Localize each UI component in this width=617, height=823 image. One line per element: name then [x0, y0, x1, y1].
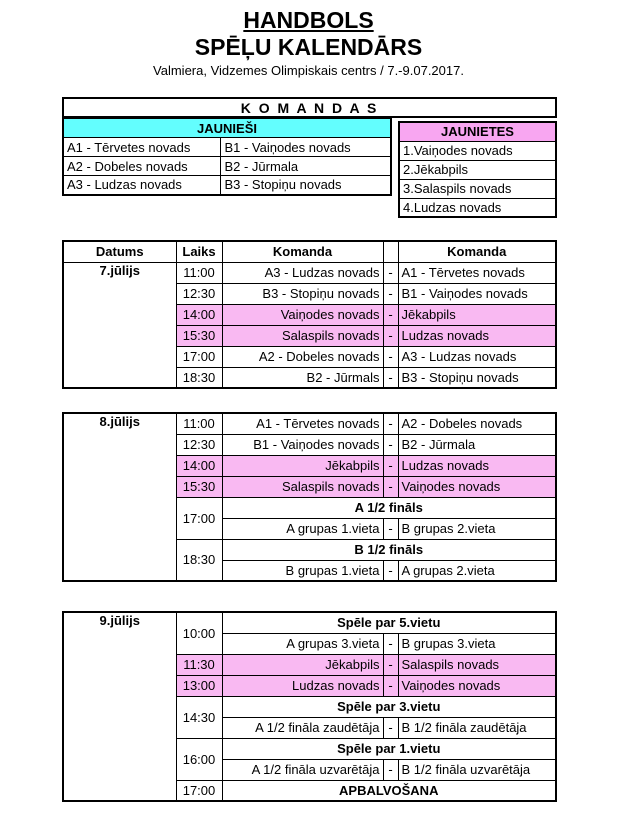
vs-dash: -	[383, 518, 398, 539]
team-cell: B3 - Stopiņu novads	[221, 176, 391, 195]
time-cell: 11:00	[176, 262, 222, 283]
match-title-cell: Spēle par 1.vietu	[222, 738, 556, 759]
vs-dash: -	[383, 759, 398, 780]
table-row	[63, 612, 556, 633]
home-team-cell: Ludzas novads	[222, 675, 383, 696]
vs-dash: -	[383, 304, 398, 325]
date-cell: 8.jūlijs	[63, 413, 176, 581]
table-row	[63, 157, 391, 176]
table-row	[63, 138, 391, 157]
header-dash-cell	[383, 241, 398, 262]
away-team-cell: Vaiņodes novads	[398, 675, 556, 696]
time-cell: 15:30	[176, 476, 222, 497]
team-cell: B2 - Jūrmala	[221, 157, 391, 176]
page-subtitle-line: SPĒĻU KALENDĀRS	[194, 34, 423, 60]
schedule-table-day1	[62, 240, 557, 389]
home-team-cell: Jēkabpils	[222, 455, 383, 476]
home-team-cell: A grupas 3.vieta	[222, 633, 383, 654]
schedule-table-day2	[62, 412, 557, 582]
teams-section	[62, 97, 557, 218]
header-komanda-home: Komanda	[222, 241, 383, 262]
vs-dash: -	[383, 346, 398, 367]
away-team-cell: B 1/2 fināla zaudētāja	[398, 717, 556, 738]
home-team-cell: Salaspils novads	[222, 476, 383, 497]
home-team-cell: A1 - Tērvetes novads	[222, 413, 383, 434]
match-title-cell: Spēle par 3.vietu	[222, 696, 556, 717]
time-cell: 16:00	[176, 738, 222, 780]
away-team-cell: B2 - Jūrmala	[398, 434, 556, 455]
time-cell: 17:00	[176, 346, 222, 367]
girls-teams-table	[398, 121, 557, 218]
match-title-cell: B 1/2 fināls	[222, 539, 556, 560]
team-cell: A3 - Ludzas novads	[63, 176, 221, 195]
match-title-cell: Spēle par 5.vietu	[222, 612, 556, 633]
vs-dash: -	[383, 455, 398, 476]
home-team-cell: Vaiņodes novads	[222, 304, 383, 325]
table-row	[399, 141, 556, 160]
vs-dash: -	[383, 283, 398, 304]
time-cell: 14:30	[176, 696, 222, 738]
team-cell: 2.Jēkabpils	[399, 160, 556, 179]
away-team-cell: A1 - Tērvetes novads	[398, 262, 556, 283]
time-cell: 18:30	[176, 367, 222, 388]
home-team-cell: A3 - Ludzas novads	[222, 262, 383, 283]
team-cell: B1 - Vaiņodes novads	[221, 138, 391, 157]
table-header-row	[63, 241, 556, 262]
table-row	[399, 198, 556, 217]
away-team-cell: B grupas 3.vieta	[398, 633, 556, 654]
time-cell: 18:30	[176, 539, 222, 581]
date-cell: 9.jūlijs	[63, 612, 176, 801]
time-cell: 10:00	[176, 612, 222, 654]
home-team-cell: Jēkabpils	[222, 654, 383, 675]
home-team-cell: A2 - Dobeles novads	[222, 346, 383, 367]
away-team-cell: Ludzas novads	[398, 325, 556, 346]
teams-section-title: K O M A N D A S	[62, 97, 557, 118]
time-cell: 17:00	[176, 497, 222, 539]
home-team-cell: A 1/2 fināla zaudētāja	[222, 717, 383, 738]
away-team-cell: Salaspils novads	[398, 654, 556, 675]
time-cell: 17:00	[176, 780, 222, 801]
away-team-cell: Jēkabpils	[398, 304, 556, 325]
team-cell: 4.Ludzas novads	[399, 198, 556, 217]
vs-dash: -	[383, 367, 398, 388]
header-komanda-away: Komanda	[398, 241, 556, 262]
vs-dash: -	[383, 262, 398, 283]
vs-dash: -	[383, 717, 398, 738]
time-cell: 15:30	[176, 325, 222, 346]
time-cell: 11:00	[176, 413, 222, 434]
boys-teams-table	[62, 118, 392, 196]
away-team-cell: Ludzas novads	[398, 455, 556, 476]
header-datums: Datums	[63, 241, 176, 262]
away-team-cell: B grupas 2.vieta	[398, 518, 556, 539]
schedule-table-day3	[62, 611, 557, 802]
awards-cell: APBALVOŠANA	[222, 780, 556, 801]
table-row	[63, 413, 556, 434]
team-cell: A2 - Dobeles novads	[63, 157, 221, 176]
team-cell: A1 - Tērvetes novads	[63, 138, 221, 157]
time-cell: 11:30	[176, 654, 222, 675]
time-cell: 12:30	[176, 434, 222, 455]
table-row	[399, 179, 556, 198]
boys-header: JAUNIEŠI	[63, 119, 391, 138]
home-team-cell: B3 - Stopiņu novads	[222, 283, 383, 304]
time-cell: 13:00	[176, 675, 222, 696]
team-cell: 3.Salaspils novads	[399, 179, 556, 198]
table-row	[63, 176, 391, 195]
match-title-cell: A 1/2 fināls	[222, 497, 556, 518]
header-laiks: Laiks	[176, 241, 222, 262]
away-team-cell: Vaiņodes novads	[398, 476, 556, 497]
vs-dash: -	[383, 325, 398, 346]
venue-and-dates: Valmiera, Vidzemes Olimpiskais centrs / 7.-9.07.2017.	[153, 63, 464, 78]
vs-dash: -	[383, 675, 398, 696]
home-team-cell: A 1/2 fināla uzvarētāja	[222, 759, 383, 780]
vs-dash: -	[383, 434, 398, 455]
vs-dash: -	[383, 413, 398, 434]
vs-dash: -	[383, 560, 398, 581]
vs-dash: -	[383, 654, 398, 675]
vs-dash: -	[383, 476, 398, 497]
page-title: HANDBOLS	[243, 7, 374, 33]
away-team-cell: B1 - Vaiņodes novads	[398, 283, 556, 304]
team-cell: 1.Vaiņodes novads	[399, 141, 556, 160]
time-cell: 14:00	[176, 304, 222, 325]
away-team-cell: B3 - Stopiņu novads	[398, 367, 556, 388]
home-team-cell: B1 - Vaiņodes novads	[222, 434, 383, 455]
away-team-cell: A3 - Ludzas novads	[398, 346, 556, 367]
table-row	[63, 262, 556, 283]
away-team-cell: A2 - Dobeles novads	[398, 413, 556, 434]
home-team-cell: Salaspils novads	[222, 325, 383, 346]
away-team-cell: B 1/2 fināla uzvarētāja	[398, 759, 556, 780]
home-team-cell: B2 - Jūrmals	[222, 367, 383, 388]
home-team-cell: A grupas 1.vieta	[222, 518, 383, 539]
time-cell: 14:00	[176, 455, 222, 476]
girls-header: JAUNIETES	[399, 122, 556, 141]
away-team-cell: A grupas 2.vieta	[398, 560, 556, 581]
home-team-cell: B grupas 1.vieta	[222, 560, 383, 581]
vs-dash: -	[383, 633, 398, 654]
time-cell: 12:30	[176, 283, 222, 304]
table-row	[399, 160, 556, 179]
date-cell: 7.jūlijs	[63, 262, 176, 388]
